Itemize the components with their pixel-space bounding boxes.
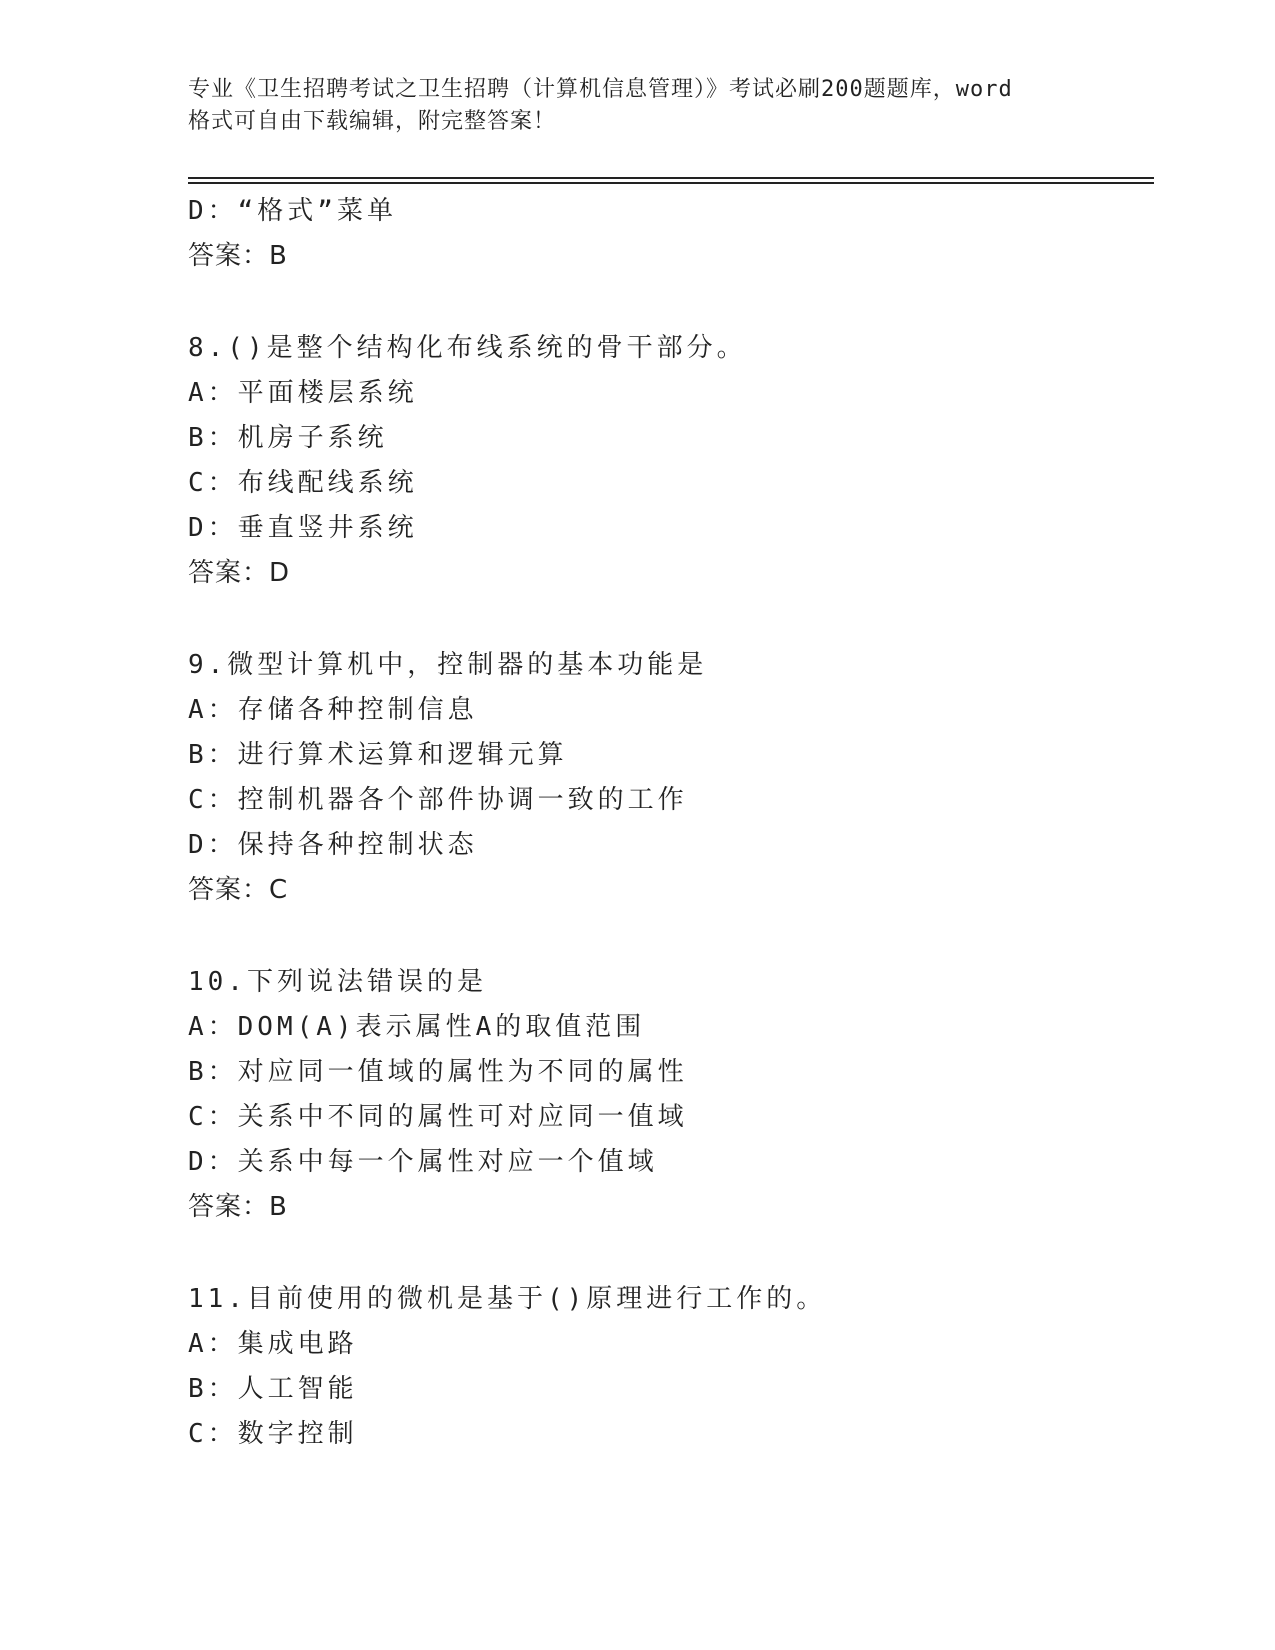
question-block-10 (188, 960, 1154, 1230)
question-gap (188, 913, 1154, 960)
question-10-option-a: A：DOM(A)表示属性A的取值范围 (188, 1012, 646, 1042)
question-11-option-c: C：数字控制 (188, 1419, 358, 1449)
question-gap (188, 279, 1154, 326)
question-block-9 (188, 643, 1154, 913)
header-line-1: 专业《卫生招聘考试之卫生招聘（计算机信息管理）》考试必刷200题题库，word (188, 77, 1013, 102)
question-10-stem: 10.下列说法错误的是 (188, 967, 487, 997)
question-7-option-d: D：“格式”菜单 (188, 196, 397, 226)
header-divider-top (188, 177, 1154, 179)
question-9-option-d: D：保持各种控制状态 (188, 830, 478, 860)
question-list (188, 189, 1154, 1457)
header-divider-bottom (188, 182, 1154, 184)
document-header (188, 74, 1088, 138)
question-10-option-b: B：对应同一值域的属性为不同的属性 (188, 1057, 688, 1087)
question-7-answer: 答案：B (188, 241, 288, 271)
question-gap (188, 596, 1154, 643)
question-8-answer: 答案：D (188, 558, 291, 588)
question-8-stem: 8.()是整个结构化布线系统的骨干部分。 (188, 333, 747, 363)
header-line-2: 格式可自由下载编辑，附完整答案！ (188, 109, 557, 134)
question-9-stem: 9.微型计算机中，控制器的基本功能是 (188, 650, 708, 680)
question-11-option-b: B：人工智能 (188, 1374, 358, 1404)
question-10-option-c: C：关系中不同的属性可对应同一值域 (188, 1102, 688, 1132)
question-8-option-a: A：平面楼层系统 (188, 378, 418, 408)
question-block-7 (188, 189, 1154, 279)
question-block-11 (188, 1277, 1154, 1457)
question-block-8 (188, 326, 1154, 596)
question-10-answer: 答案：B (188, 1192, 288, 1222)
question-11-option-a: A：集成电路 (188, 1329, 358, 1359)
question-8-option-c: C：布线配线系统 (188, 468, 418, 498)
question-9-option-a: A：存储各种控制信息 (188, 695, 478, 725)
question-9-option-c: C：控制机器各个部件协调一致的工作 (188, 785, 688, 815)
question-8-option-d: D：垂直竖井系统 (188, 513, 418, 543)
question-9-answer: 答案：C (188, 875, 289, 905)
question-10-option-d: D：关系中每一个属性对应一个值域 (188, 1147, 658, 1177)
question-8-option-b: B：机房子系统 (188, 423, 388, 453)
question-9-option-b: B：进行算术运算和逻辑元算 (188, 740, 568, 770)
question-11-stem: 11.目前使用的微机是基于()原理进行工作的。 (188, 1284, 827, 1314)
question-gap (188, 1230, 1154, 1277)
